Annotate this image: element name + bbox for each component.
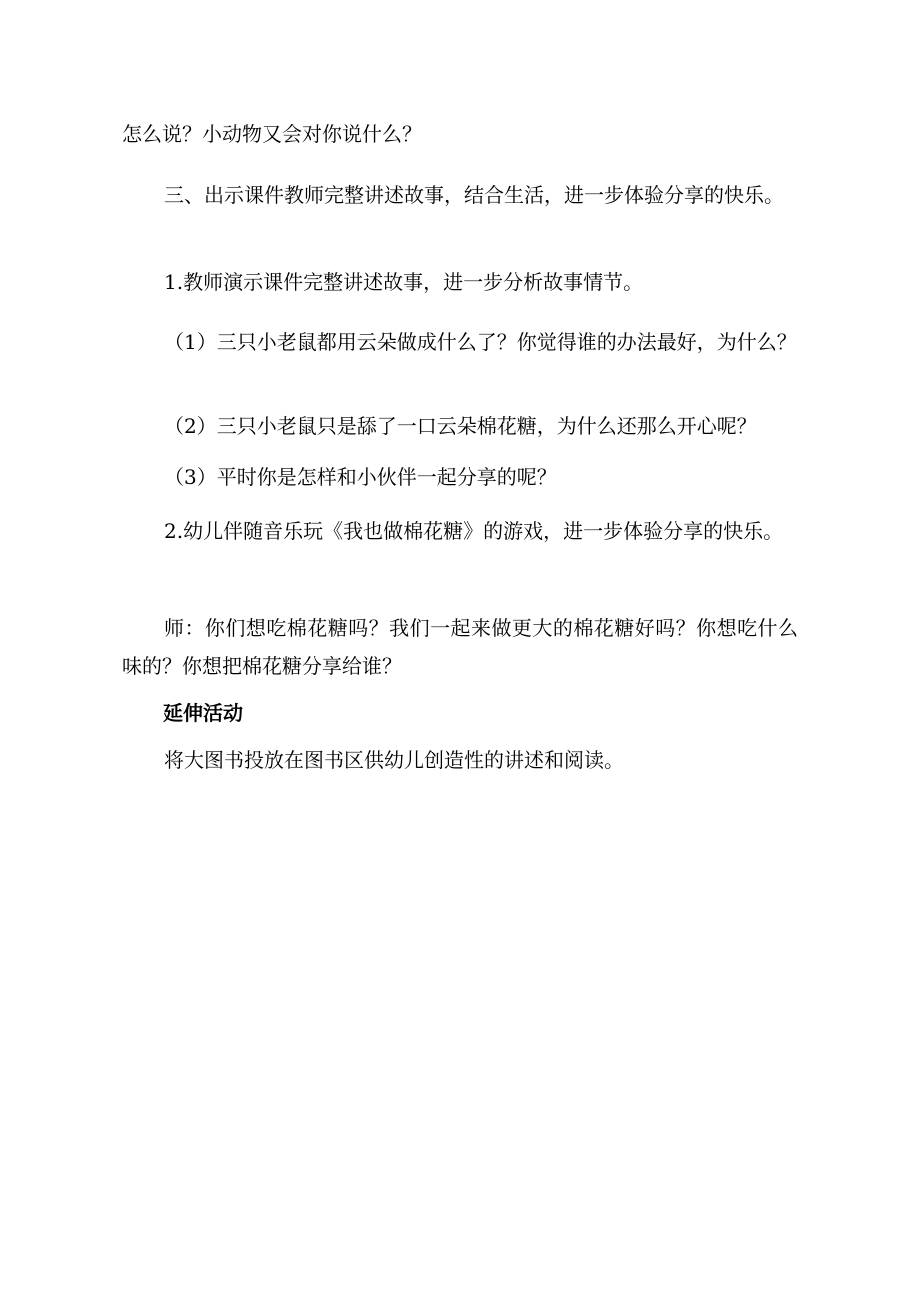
paragraph-continuation: 怎么说？小动物又会对你说什么？ bbox=[122, 122, 422, 146]
paragraph-teacher-dialogue: 师：你们想吃棉花糖吗？我们一起来做更大的棉花糖好吗？你想吃什么味的？你想把棉花糖分享给谁？ bbox=[122, 616, 798, 678]
section-heading: 延伸活动 bbox=[163, 701, 243, 725]
paragraph-question-3: （3）平时你是怎样和小伙伴一起分享的呢？ bbox=[164, 465, 557, 489]
paragraph-item-1: 1.教师演示课件完整讲述故事，进一步分析故事情节。 bbox=[164, 270, 644, 294]
paragraph-step-three: 三、出示课件教师完整讲述故事，结合生活，进一步体验分享的快乐。 bbox=[164, 183, 784, 207]
paragraph-question-2: （2）三只小老鼠只是舔了一口云朵棉花糖，为什么还那么开心呢？ bbox=[164, 414, 757, 438]
paragraph-item-2: 2.幼儿伴随音乐玩《我也做棉花糖》的游戏，进一步体验分享的快乐。 bbox=[164, 519, 784, 543]
paragraph-question-1: （1）三只小老鼠都用云朵做成什么了？你觉得谁的办法最好，为什么？ bbox=[164, 330, 797, 354]
paragraph-extension: 将大图书投放在图书区供幼儿创造性的讲述和阅读。 bbox=[164, 748, 624, 772]
